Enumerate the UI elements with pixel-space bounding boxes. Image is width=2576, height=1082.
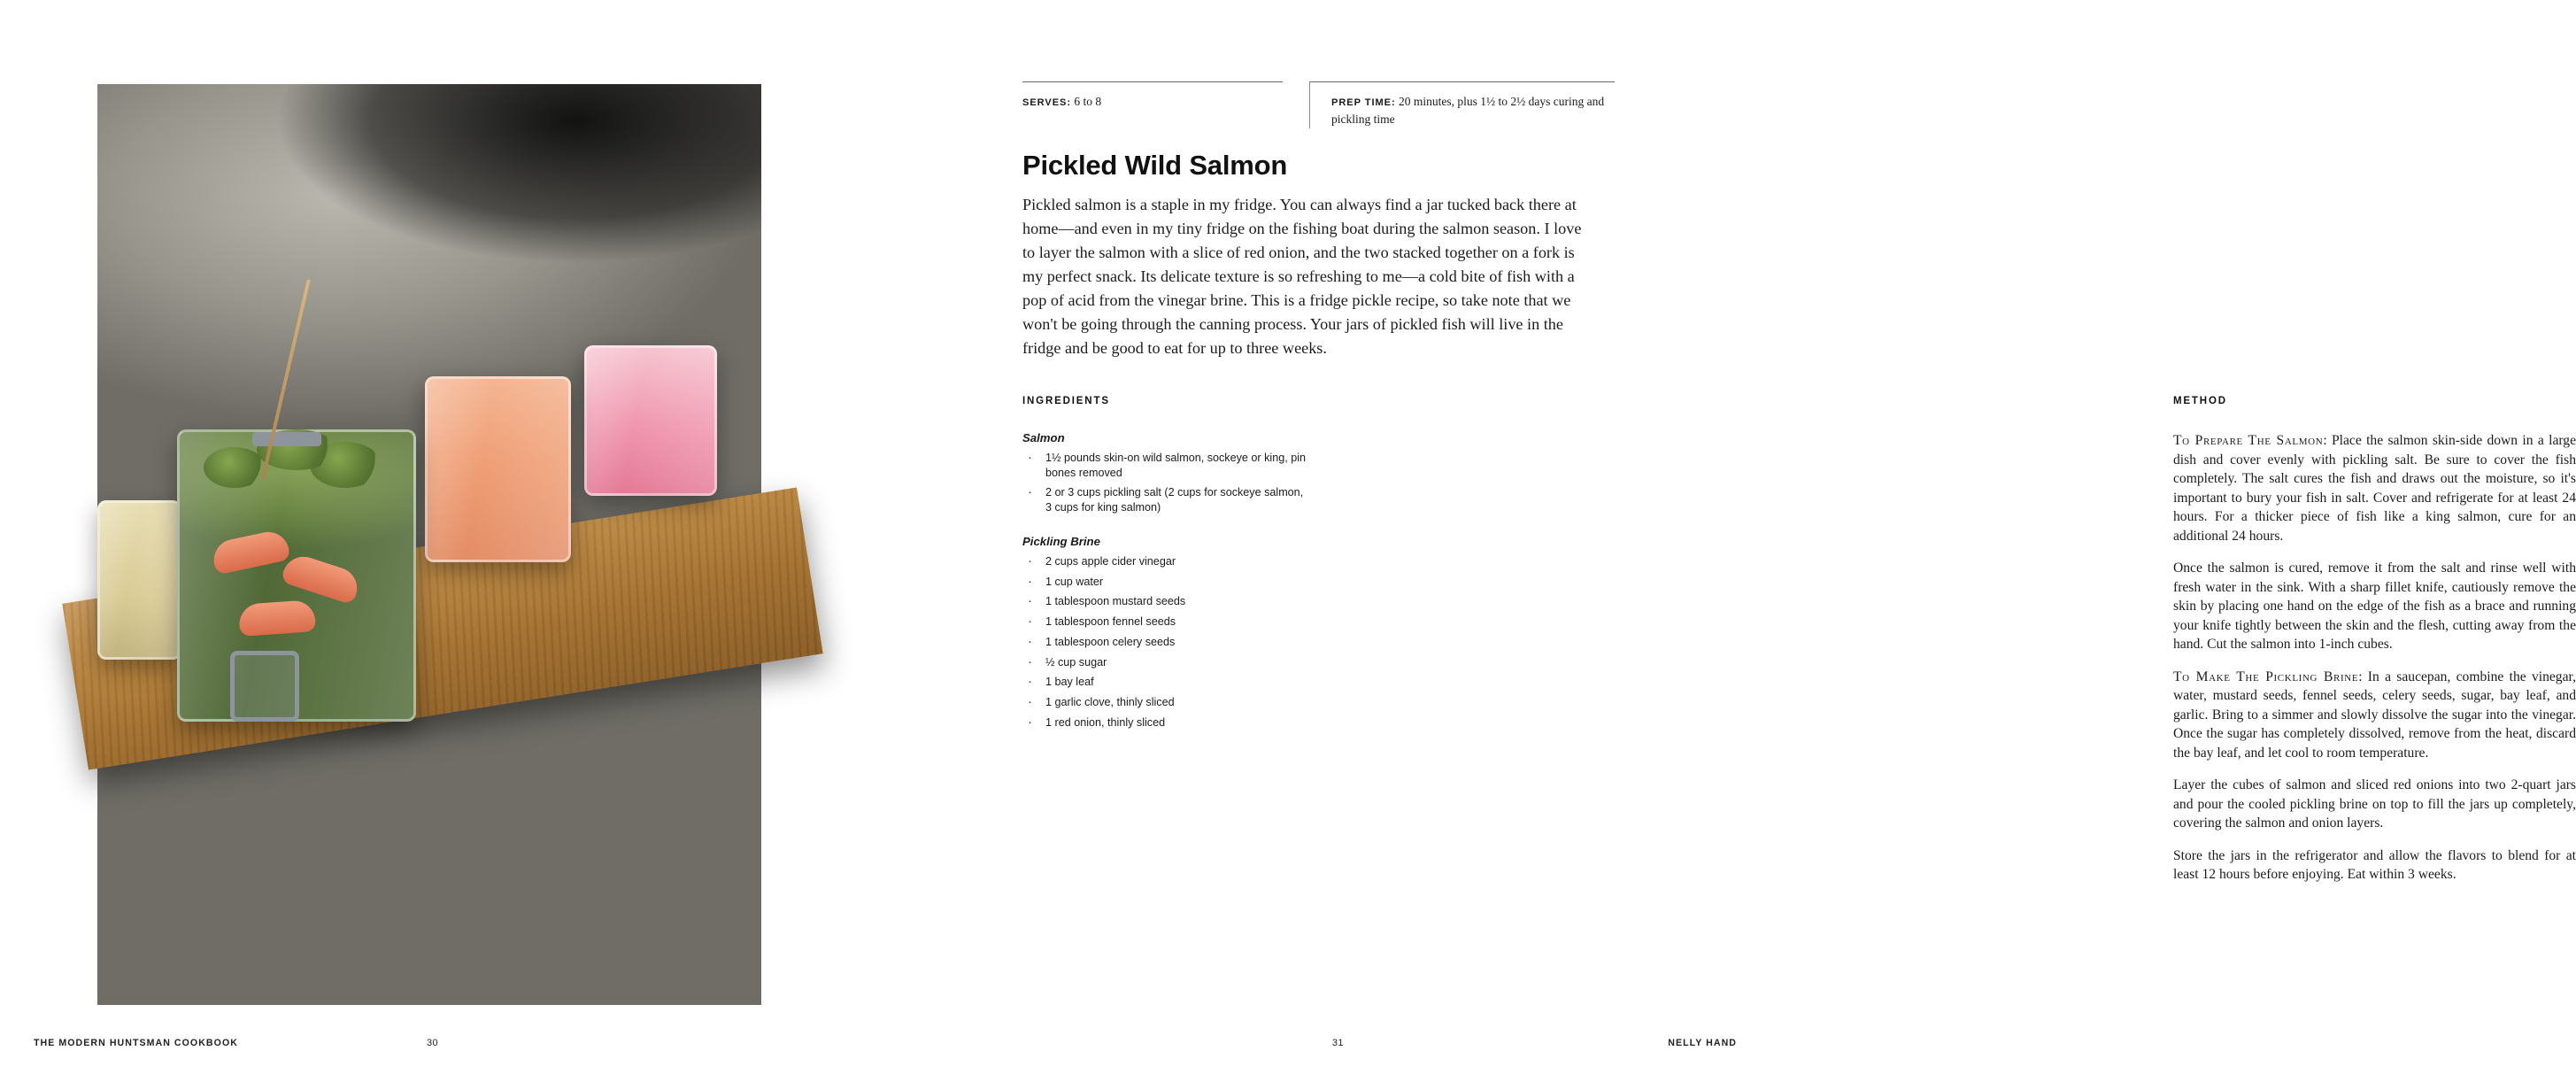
ingredient-group — [1022, 431, 1306, 515]
method-paragraph: Layer the cubes of salmon and sliced red onions into two 2-quart jars and pour the cooled pickling brine on top to fill the jars up completely, covering the salmon and onion layers. — [2173, 777, 2576, 831]
ingredient-item: · 1½ pounds skin-on wild salmon, sockeye or king, pin bones removed — [1022, 451, 1306, 480]
ingredient-group — [1022, 535, 1306, 730]
prep-time-cell — [1309, 81, 1615, 128]
recipe-intro: Pickled salmon is a staple in my fridge. You can always find a jar tucked back there at home—and even in my tiny fridge on the fishing boat during the salmon season. I love to layer the salmon with a slice of red onion, and the two stacked together on a fork is my perfect snack. Its delicate texture is so refreshing to me—a cold bite of fish with a pop of acid from the vinegar brine. This is a fridge pickle recipe, so take note that we won't be going through the canning process. Your jars of pickled fish will live in the fridge and be good to eat for up to three weeks. — [1022, 196, 1582, 357]
ingredient-item: · ½ cup sugar — [1022, 655, 1306, 670]
shrimp — [238, 599, 316, 637]
ingredients-body — [1022, 431, 1306, 730]
ingredient-item: · 1 garlic clove, thinly sliced — [1022, 695, 1306, 710]
jar-pickled-salmon — [425, 376, 571, 562]
running-head-right: NELLY HAND — [1668, 1038, 1737, 1048]
method-paragraph: Once the salmon is cured, remove it from the salt and rinse well with fresh water in the sink. With a sharp fillet knife, cautiously remove the skin by placing one hand on the edge of the fish as a brace and running your knife tightly between the skin and the flesh, cutting away from the hand. Cut the salmon into 1-inch cubes. — [2173, 560, 2576, 653]
ingredient-group-title: Pickling Brine — [1022, 534, 1100, 548]
ingredient-list — [1022, 554, 1306, 730]
prep-time-label: PREP TIME: — [1331, 97, 1396, 108]
method-step-label: To Make The Pickling Brine — [2173, 669, 2359, 684]
right-page — [885, 0, 2576, 1082]
jar-glass — [584, 345, 717, 496]
ingredient-item: · 1 tablespoon fennel seeds — [1022, 614, 1306, 630]
ingredient-group-title: Salmon — [1022, 431, 1065, 444]
recipe-photo — [97, 84, 761, 1005]
jar-clamp-top — [252, 432, 321, 446]
dill-sprig — [204, 447, 266, 488]
jar-glass — [425, 376, 571, 562]
photo-image — [97, 84, 761, 1005]
jar-glass — [97, 500, 181, 660]
ingredient-item: · 1 red onion, thinly sliced — [1022, 715, 1306, 730]
prep-time-value: 20 minutes, plus 1½ to 2½ days curing and pickling time — [1331, 95, 1605, 126]
ingredients-heading: INGREDIENTS — [1022, 396, 1110, 406]
serves-value: 6 to 8 — [1074, 95, 1102, 108]
method-body — [2173, 431, 2576, 885]
ingredients-column — [1022, 396, 1306, 736]
ingredient-item: · 2 or 3 cups pickling salt (2 cups for sockeye salmon, 3 cups for king salmon) — [1022, 485, 1306, 514]
running-head-left: THE MODERN HUNTSMAN COOKBOOK — [34, 1038, 238, 1048]
recipe-meta — [1022, 81, 1731, 128]
ingredient-item: · 1 tablespoon celery seeds — [1022, 635, 1306, 650]
method-paragraph: Store the jars in the refrigerator and allow the flavors to blend for at least 12 hours before enjoying. Eat within 3 weeks. — [2173, 847, 2576, 883]
method-heading: METHOD — [2173, 396, 2227, 406]
ingredient-list — [1022, 451, 1306, 515]
ingredient-item: · 2 cups apple cider vinegar — [1022, 554, 1306, 569]
serves-label: SERVES: — [1022, 97, 1072, 108]
page-number-left: 30 — [427, 1038, 439, 1048]
ingredient-item: · 1 cup water — [1022, 575, 1306, 590]
left-page — [0, 0, 885, 1082]
page-number-right: 31 — [1331, 1038, 1344, 1048]
jar-pickled-onion — [584, 345, 717, 496]
method-column — [2173, 396, 2576, 885]
method-paragraph: To Make The Pickling Brine: In a saucepan, combine the vinegar, water, mustard seeds, fennel seeds, celery seeds, sugar, bay leaf, and garlic. Bring to a simmer and slowly dissolve the sugar into the vinegar. Once the sugar has completely dissolved, remove from the heat, discard the bay leaf, and let cool to room temperature. — [2173, 669, 2576, 761]
ingredient-item: · 1 bay leaf — [1022, 675, 1306, 690]
recipe-title: Pickled Wild Salmon — [1022, 149, 1288, 181]
jar-clamp — [230, 651, 299, 722]
method-step-label: To Prepare The Salmon — [2173, 433, 2324, 448]
jar-pickles-small — [97, 500, 181, 660]
method-paragraph: To Prepare The Salmon: Place the salmon skin-side down in a large dish and cover evenly with pickling salt. Be sure to cover the fish completely. The salt cures the fish and draws out the moisture, so it's important to bury your fish in salt. Cover and refrigerate for at least 24 hours. For a thicker piece of fish like a king salmon, cure for an additional 24 hours. — [2173, 433, 2576, 544]
serves-cell — [1022, 81, 1283, 128]
ingredient-item: · 1 tablespoon mustard seeds — [1022, 594, 1306, 609]
